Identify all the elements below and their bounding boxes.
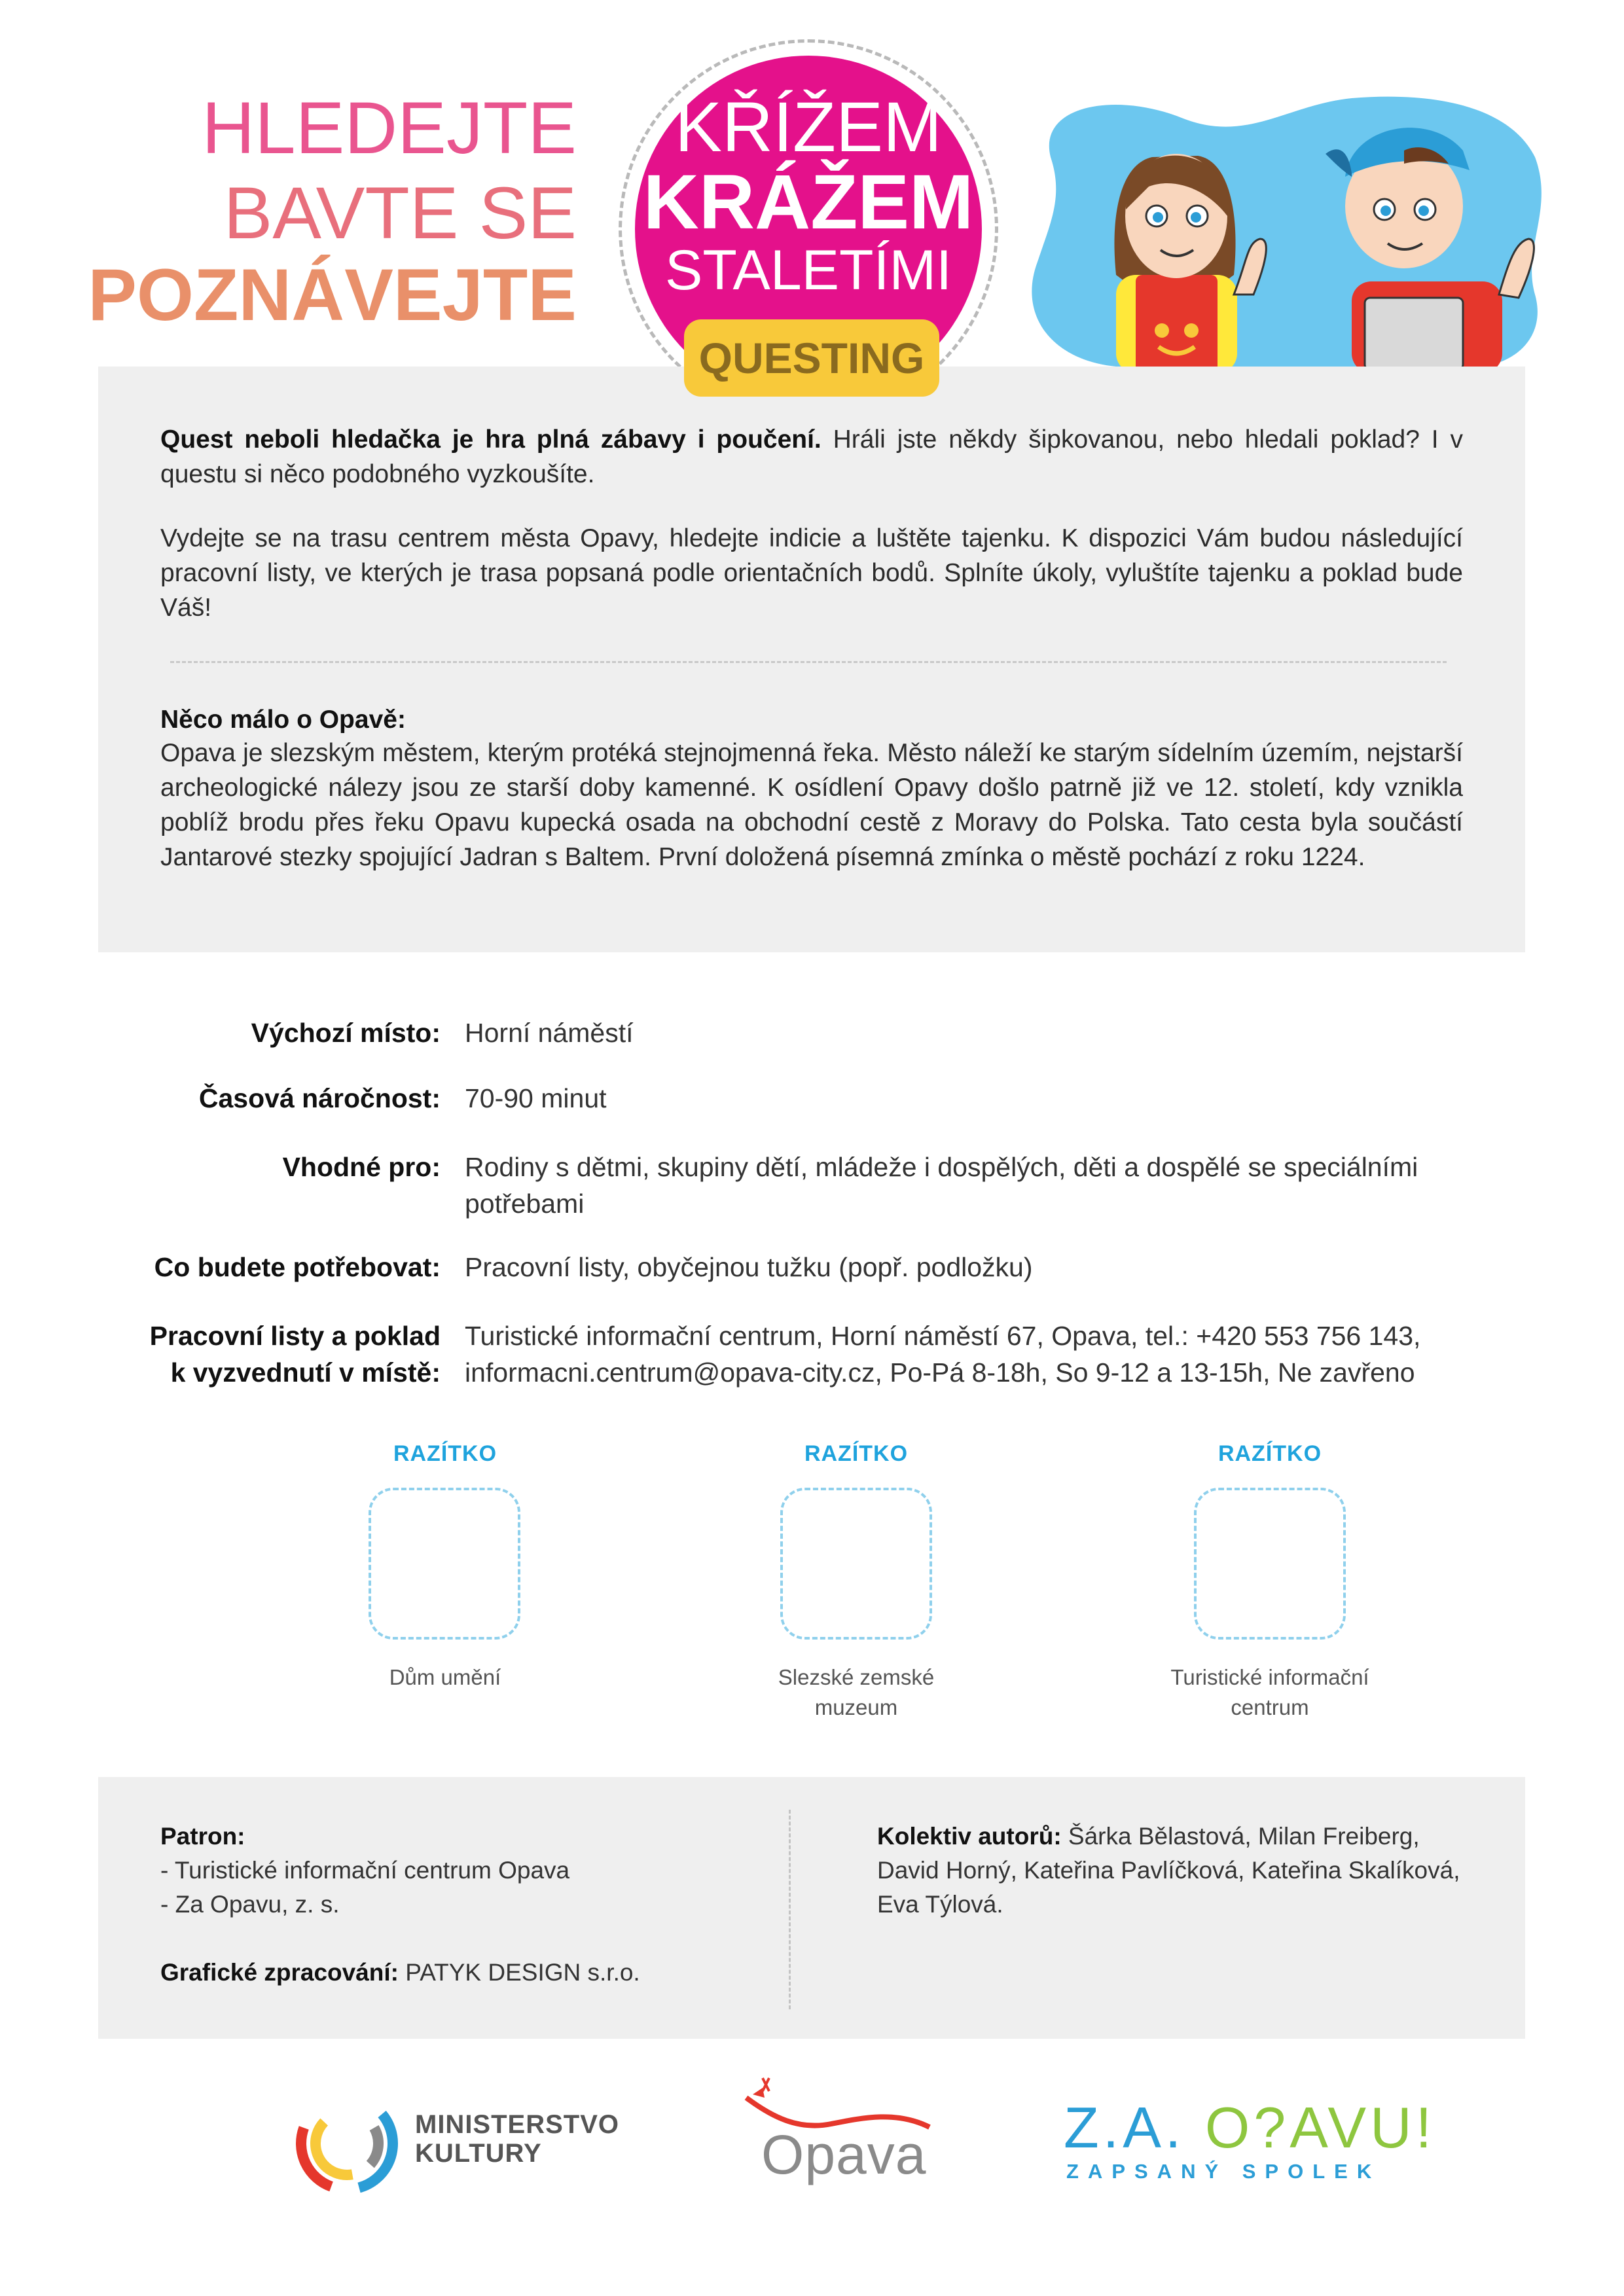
intro-lead-bold: Quest neboli hledačka je hra plná zábavy i poučení. <box>160 425 821 454</box>
stamp-box-1 <box>369 1488 520 1640</box>
start-value: Horní náměstí <box>465 1018 634 1048</box>
za-opavu-logo-text: Z.A. O?AVU! <box>1064 2095 1436 2160</box>
stamp-title-1: RAZÍTKO <box>393 1441 497 1466</box>
patron-block <box>160 1820 569 1922</box>
graphics-label: Grafické zpracování: <box>160 1959 399 1986</box>
needs-label: Co budete potřebovat: <box>154 1252 441 1282</box>
badge-line-2: KRÁŽEM <box>643 159 974 245</box>
needs-value: Pracovní listy, obyčejnou tužku (popř. podložku) <box>465 1252 1033 1282</box>
questing-tag: QUESTING <box>684 319 939 397</box>
dashed-divider <box>170 661 1447 663</box>
pickup-label-1: Pracovní listy a poklad <box>149 1321 441 1351</box>
authors-2: David Horný, Kateřina Pavlíčková, Kateřina Skalíková, <box>877 1857 1460 1884</box>
patron-label: Patron: <box>160 1823 245 1850</box>
kids-illustration <box>1011 79 1555 373</box>
pickup-value-2: informacni.centrum@opava-city.cz, Po-Pá 8-18h, So 9-12 a 13-15h, Ne zavřeno <box>465 1357 1415 1388</box>
graphics-value: PATYK DESIGN s.r.o. <box>398 1959 640 1986</box>
suitable-value: Rodiny s dětmi, skupiny dětí, mládeže i dospělých, děti a dospělé se speciálními potřebami <box>465 1152 1418 1219</box>
stamp-box-3 <box>1194 1488 1346 1640</box>
intro-lead-rest: Hráli jste někdy šipkovanou, nebo hledali poklad? I v questu si něco podobného vyzkoušíte. <box>160 425 1463 488</box>
intro-paragraph-1 <box>160 422 1463 492</box>
patron-2: - Za Opavu, z. s. <box>160 1891 340 1918</box>
stamp-title-2: RAZÍTKO <box>804 1441 909 1466</box>
suitable-label: Vhodné pro: <box>282 1152 441 1182</box>
opava-logo-text: Opava <box>761 2124 927 2185</box>
intro-paragraph-2: Vydejte se na trasu centrem města Opavy, hledejte indicie a luštěte tajenku. K dispozici Vám budou následující pracovní listy, ve kterých je trasa popsaná podle orientačních bodů. Splníte úkoly, vyluštíte tajenku a poklad bude Váš! <box>160 524 1463 622</box>
time-label: Časová náročnost: <box>198 1083 441 1113</box>
za-opavu-subtitle: ZAPSANÝ SPOLEK <box>1066 2160 1381 2183</box>
stamp-title-3: RAZÍTKO <box>1218 1441 1322 1466</box>
start-label: Výchozí místo: <box>251 1018 441 1048</box>
pickup-value-1: Turistické informační centrum, Horní náměstí 67, Opava, tel.: +420 553 756 143, <box>465 1321 1421 1351</box>
slogan-discover: POZNÁVEJTE <box>88 254 577 336</box>
ministry-culture-logo-icon <box>295 2091 399 2196</box>
stamp-caption-1: Dům umění <box>389 1665 501 1689</box>
authors-3: Eva Týlová. <box>877 1891 1003 1918</box>
about-title: Něco málo o Opavě: <box>160 706 406 734</box>
about-text: Opava je slezským městem, kterým protéká stejnojmenná řeka. Město náleží ke starým sídelním územím, nejstarší archeologické nálezy jsou ze starší doby kamenné. K osídlení Opavy došlo patrně již ve 12. století, kdy vznikla poblíž brodu přes řeku Opavu kupecká osada na obchodní cestě z Moravy do Polska. Tato cesta byla součástí Jantarové stezky spojující Jadran s Baltem. První doložená písemná zmínka o městě pochází z roku 1224. <box>160 739 1463 871</box>
badge-line-1: KŘÍŽEM <box>674 87 942 166</box>
authors-block <box>877 1820 1460 1922</box>
stamp-box-2 <box>780 1488 932 1640</box>
pickup-label-2: k vyzvednutí v místě: <box>170 1357 441 1388</box>
credits-divider <box>789 1810 791 2009</box>
graphics-credit <box>160 1956 640 1990</box>
patron-1: - Turistické informační centrum Opava <box>160 1857 570 1884</box>
slogan-search: HLEDEJTE <box>202 87 577 169</box>
time-value: 70-90 minut <box>465 1083 607 1113</box>
authors-1: Šárka Bělastová, Milan Freiberg, <box>1061 1823 1420 1850</box>
stamp-caption-3: Turistické informační centrum <box>1170 1665 1369 1719</box>
ministry-culture-logo-text: MINISTERSTVO KULTURY <box>415 2110 620 2168</box>
slogan-fun: BAVTE SE <box>223 172 577 254</box>
authors-label: Kolektiv autorů: <box>877 1823 1062 1850</box>
stamp-caption-2: Slezské zemské muzeum <box>778 1665 935 1719</box>
badge-line-3: STALETÍMI <box>664 239 952 302</box>
